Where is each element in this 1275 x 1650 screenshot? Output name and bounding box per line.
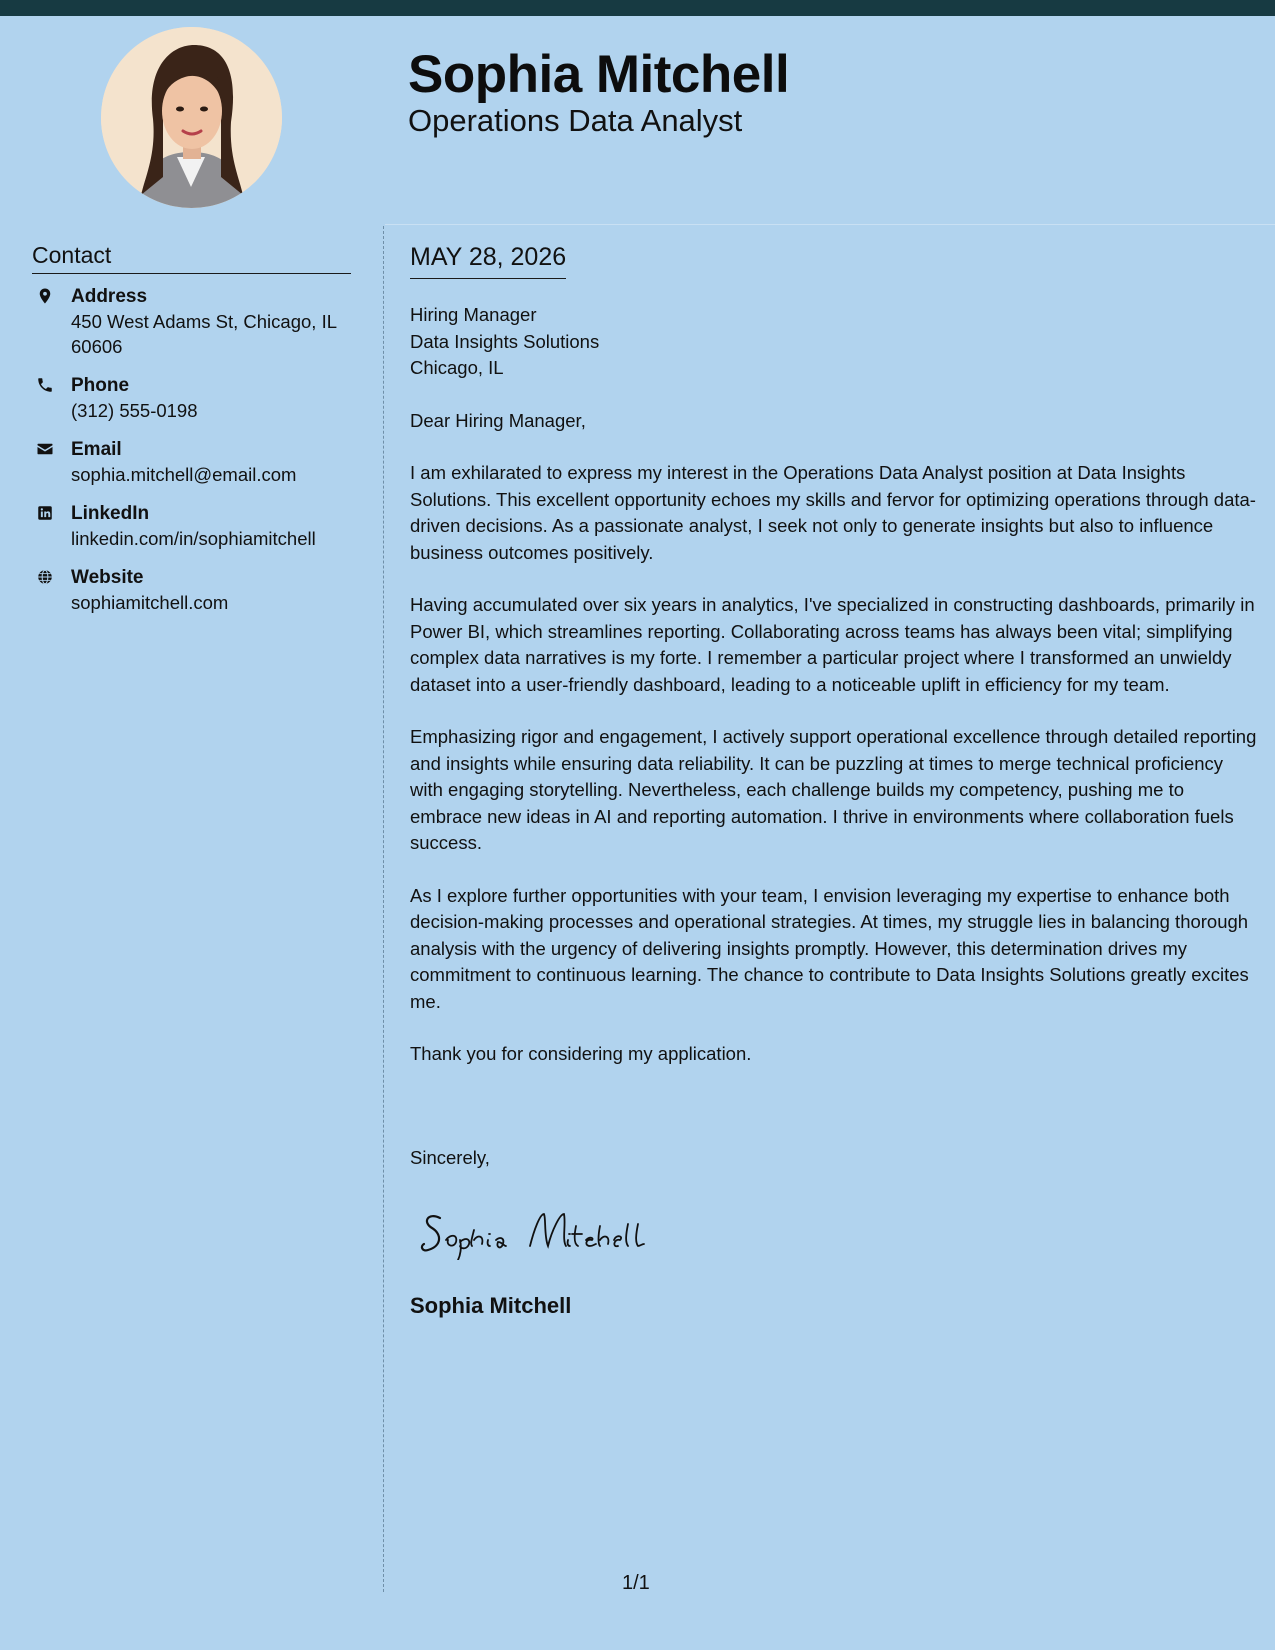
body-paragraph: I am exhilarated to express my interest in the Operations Data Analyst position at Data Insights Solutions. This excellent opportunity echoes my skills and fervor for optimizing operations through data-driven decisions. As a passionate analyst, I seek not only to generate insights but also to influence business outcomes positively.: [410, 462, 1256, 563]
recipient-block: [410, 302, 1260, 382]
contact-phone: [32, 373, 352, 423]
body-paragraph: Having accumulated over six years in analytics, I've specialized in constructing dashboards, primarily in Power BI, which streamlines reporting. Collaborating across teams has always been vital; simplifying complex data narratives is my forte. I remember a particular project where I transformed an unwieldy dataset into a user-friendly dashboard, leading to a noticeable uplift in efficiency for my team.: [410, 594, 1255, 695]
body-paragraph: Emphasizing rigor and engagement, I actively support operational excellence through detailed reporting and insights while ensuring data reliability. It can be puzzling at times to merge technical proficiency with engaging storytelling. Nevertheless, each challenge builds my competency, pushing me to embrace new ideas in AI and reporting automation. I thrive in environments where collaboration fuels success.: [410, 726, 1257, 853]
salutation: Dear Hiring Manager,: [410, 409, 586, 431]
body-paragraph: As I explore further opportunities with your team, I envision leveraging my expertise to enhance both decision-making processes and operational strategies. At times, my struggle lies in balancing thorough analysis with the urgency of delivering insights promptly. However, this determination drives my commitment to continuous learning. The chance to contribute to Data Insights Solutions greatly excites me.: [410, 884, 1249, 1012]
letter-body: [410, 302, 1260, 1068]
recipient-line: Data Insights Solutions: [410, 330, 600, 352]
envelope-icon: [32, 437, 71, 487]
closing: Sincerely,: [410, 1147, 490, 1168]
contact-value: linkedin.com/in/sophiamitchell: [71, 528, 316, 549]
body-paragraph: Thank you for considering my application.: [410, 1043, 752, 1064]
candidate-name: Sophia Mitchell: [408, 45, 790, 104]
page-number: 1/1: [622, 1572, 650, 1594]
letter-date: MAY 28, 2026: [410, 243, 566, 279]
contact-label: Phone: [71, 375, 130, 396]
contact-label: Email: [71, 439, 122, 460]
contact-value: (312) 555-0198: [71, 400, 198, 421]
candidate-role: Operations Data Analyst: [408, 103, 743, 138]
contact-linkedin: [32, 501, 352, 551]
recipient-line: Hiring Manager: [410, 304, 537, 325]
globe-icon: [32, 565, 71, 615]
linkedin-icon: [32, 501, 71, 551]
contact-heading: Contact: [32, 242, 351, 274]
contact-list: [32, 284, 352, 629]
column-divider: [383, 226, 384, 1592]
contact-label: Address: [71, 286, 148, 307]
header-divider: [385, 224, 1275, 225]
profile-photo: [101, 27, 282, 208]
signed-name: Sophia Mitchell: [410, 1293, 572, 1318]
contact-label: Website: [71, 567, 144, 588]
contact-website: [32, 565, 352, 615]
contact-address: [32, 284, 352, 359]
top-accent-bar: [0, 0, 1275, 16]
contact-value: sophia.mitchell@email.com: [71, 464, 297, 485]
map-pin-icon: [32, 284, 71, 359]
contact-label: LinkedIn: [71, 503, 150, 524]
phone-icon: [32, 373, 71, 423]
handwritten-signature: [418, 1200, 668, 1260]
contact-value: sophiamitchell.com: [71, 592, 229, 613]
contact-value: 450 West Adams St, Chicago, IL 60606: [71, 311, 337, 357]
recipient-line: Chicago, IL: [410, 357, 504, 378]
contact-email: [32, 437, 352, 487]
portrait-illustration: [101, 27, 282, 208]
